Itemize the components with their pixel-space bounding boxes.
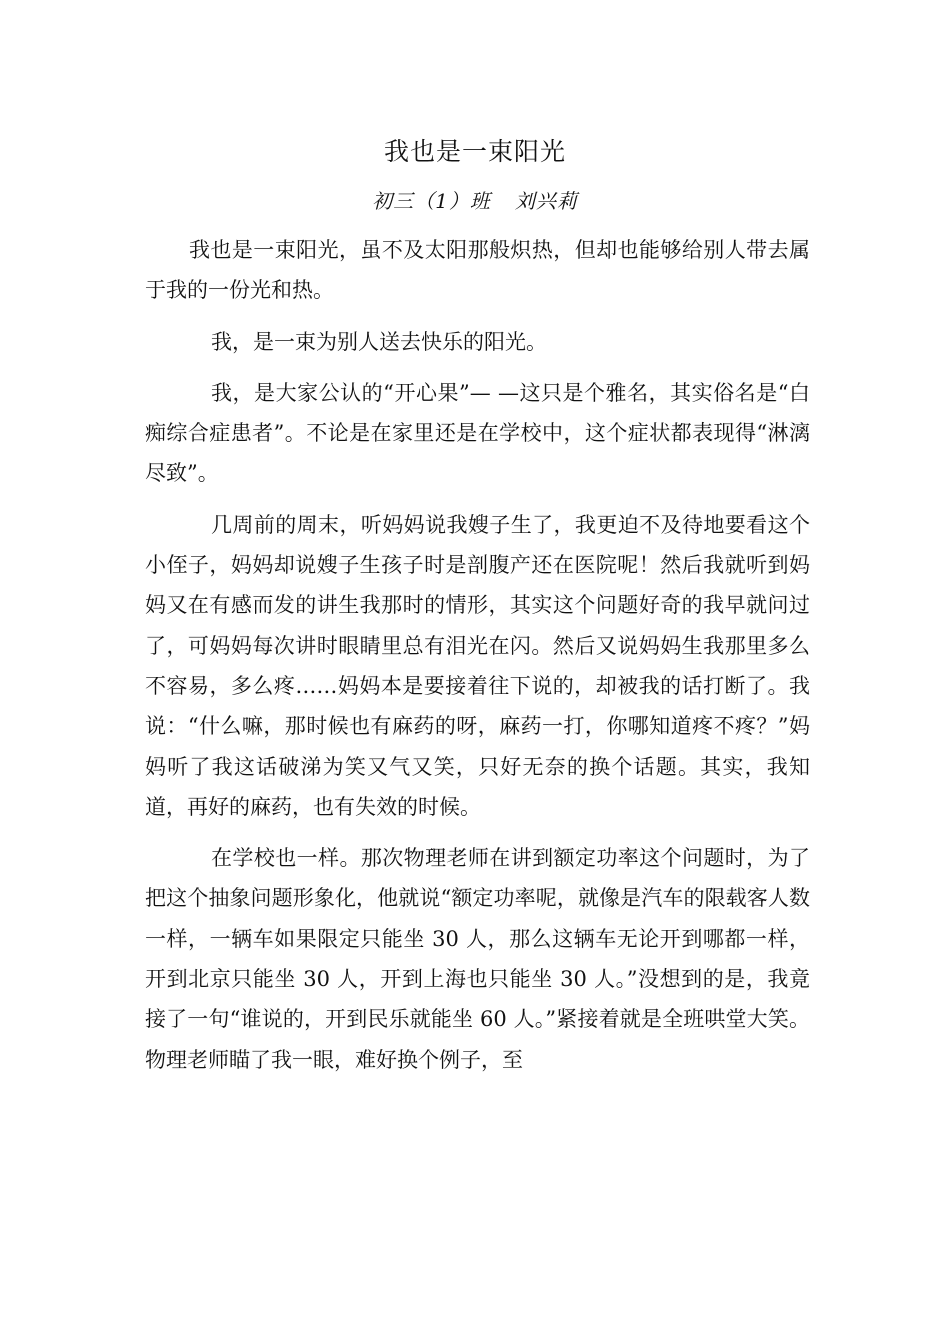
author-name: 刘兴莉 (514, 189, 578, 213)
paragraph-5: 在学校也一样。那次物理老师在讲到额定功率这个问题时，为了把这个抽象问题形象化，他就说“额定功率呢，就像是汽车的限载客人数一样，一辆车如果限定只能坐 30 人，那么这辆车无论开到哪都一样，开到北京只能坐 30 人，开到上海也只能坐 30 人。”没想到的是，我竟接了一句“谁说的，开到民乐就能坐 60 人。”紧接着就是全班哄堂大笑。物理老师瞄了我一眼，难好换个例子，至 (145, 846, 810, 1072)
paragraph-3: 我，是大家公认的“开心果”— —这只是个雅名，其实俗名是“白痴综合症患者”。不论是在家里还是在学校中，这个症状都表现得“淋漓尽致”。 (145, 380, 810, 486)
class-label: 初三（1）班 (372, 189, 491, 213)
paragraph-2: 我，是一束为别人送去快乐的阳光。 (211, 329, 547, 354)
document-title: 我也是一束阳光 (383, 137, 566, 166)
paragraph-1: 我也是一束阳光，虽不及太阳那般炽热，但却也能够给别人带去属于我的一份光和热。 (145, 238, 810, 303)
paragraph-4: 几周前的周末，听妈妈说我嫂子生了，我更迫不及待地要看这个小侄子，妈妈却说嫂子生孩子时是剖腹产还在医院呢！然后我就听到妈妈又在有感而发的讲生我那时的情形，其实这个问题好奇的我早就问过了，可妈妈每次讲时眼睛里总有泪光在闪。然后又说妈妈生我那里多么不容易，多么疼……妈妈本是要接着往下说的，却被我的话打断了。我说：“什么嘛，那时候也有麻药的呀，麻药一打，你哪知道疼不疼？”妈妈听了我这话破涕为笑又气又笑，只好无奈的换个话题。其实，我知道，再好的麻药，也有失效的时候。 (145, 512, 810, 819)
byline (0, 185, 950, 217)
essay-body (145, 230, 810, 1080)
